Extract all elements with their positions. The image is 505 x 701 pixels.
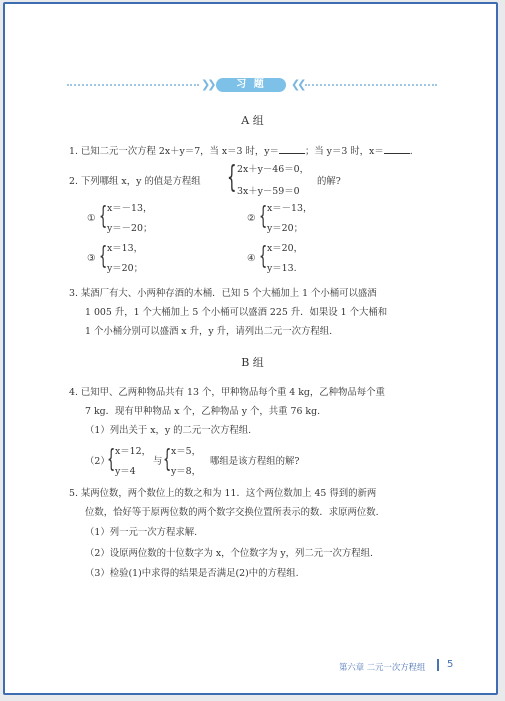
q2-option-3-mark: ③ <box>87 253 96 264</box>
page <box>3 2 498 695</box>
q2-equation-1: 2x＋y－46＝0， <box>237 164 309 175</box>
q1-text-1: 1. 已知二元一次方程 2x＋y＝7，当 x＝3 时，y＝ <box>69 146 279 157</box>
dotted-rule-right <box>305 84 437 86</box>
page-number: 5 <box>447 659 454 670</box>
q5-part-2: （2）设原两位数的十位数字为 x，个位数字为 y，列二元一次方程组. <box>85 548 373 559</box>
q3-line-2: 1 005 升，1 个大桶加上 5 个小桶可以盛酒 225 升．如果设 1 个大桶和 <box>85 307 388 318</box>
q4-part-2-question: 哪组是该方程组的解? <box>210 456 300 467</box>
chapter-footer: 第六章 二元一次方程组 <box>339 662 426 672</box>
q2-option-2-mark: ② <box>247 213 256 224</box>
q2-equation-2: 3x＋y－59＝0 <box>237 186 300 197</box>
q4-line-1: 4. 已知甲、乙两种物品共有 13 个，甲种物品每个重 4 kg，乙种物品每个重 <box>69 387 385 398</box>
arrow-right-icon: ❯❯ <box>201 78 214 91</box>
q1-blank-2 <box>384 144 410 154</box>
q4-line-2: 7 kg．现有甲种物品 x 个，乙种物品 y 个，共重 76 kg. <box>85 406 321 417</box>
q4-candidate-b-y: y＝8， <box>171 466 202 477</box>
q4-part-2-label: （2） <box>85 456 110 467</box>
footer-divider <box>437 659 439 671</box>
q4-connector: 与 <box>153 456 163 467</box>
q4-candidate-a-x: x＝12， <box>115 446 151 457</box>
section-a-heading: A 组 <box>241 114 264 127</box>
q1-text-2: ；当 y＝3 时，x＝ <box>304 146 384 157</box>
dotted-rule-left <box>67 84 199 86</box>
q2-option-4-mark: ④ <box>247 253 256 264</box>
q5-line-1: 5. 某两位数，两个数位上的数之和为 11．这个两位数加上 45 得到的新两 <box>69 488 377 499</box>
q2-option-4-brace: { <box>259 243 268 272</box>
q1-blank-1 <box>279 144 305 154</box>
q2-system-brace: { <box>227 159 237 195</box>
exercise-title: 习 题 <box>216 78 286 92</box>
q3-line-3: 1 个小桶分别可以盛酒 x 升，y 升，请列出二元一次方程组. <box>85 326 333 337</box>
q3-line-1: 3. 某酒厂有大、小两种存酒的木桶．已知 5 个大桶加上 1 个小桶可以盛酒 <box>69 288 377 299</box>
exercise-header <box>67 78 437 92</box>
q2-option-3-x: x＝13， <box>107 243 143 254</box>
q2-option-1-mark: ① <box>87 213 96 224</box>
q2-option-3-brace: { <box>99 243 108 272</box>
q2-option-1-brace: { <box>99 203 108 232</box>
q4-candidate-a-y: y＝4 <box>115 466 136 477</box>
q2-option-2-y: y＝20； <box>267 223 303 234</box>
question-2-prompt: 2. 下列哪组 x，y 的值是方程组 <box>69 176 201 187</box>
q4-candidate-a-brace: { <box>107 446 116 475</box>
q2-option-3-y: y＝20； <box>107 263 143 274</box>
section-b-heading: B 组 <box>241 356 264 369</box>
q1-text-3: . <box>409 146 413 157</box>
q2-option-4-y: y＝13. <box>267 263 297 274</box>
q2-option-4-x: x＝20， <box>267 243 303 254</box>
q2-option-2-x: x＝－13， <box>267 203 313 214</box>
q2-option-2-brace: { <box>259 203 268 232</box>
q4-candidate-b-x: x＝5， <box>171 446 202 457</box>
q5-line-2: 位数，恰好等于原两位数的两个数字交换位置所表示的数．求原两位数. <box>85 507 379 518</box>
q2-prompt-end: 的解? <box>317 176 341 187</box>
q4-candidate-b-brace: { <box>163 446 172 475</box>
arrow-left-icon: ❮❮ <box>291 78 304 91</box>
q5-part-3: （3）检验(1)中求得的结果是否满足(2)中的方程组. <box>85 568 299 579</box>
q5-part-1: （1）列一元一次方程求解. <box>85 527 198 538</box>
q4-part-1: （1）列出关于 x，y 的二元一次方程组. <box>85 425 252 436</box>
q2-option-1-x: x＝－13， <box>107 203 153 214</box>
question-1 <box>69 144 413 158</box>
q2-option-1-y: y＝－20； <box>107 223 153 234</box>
